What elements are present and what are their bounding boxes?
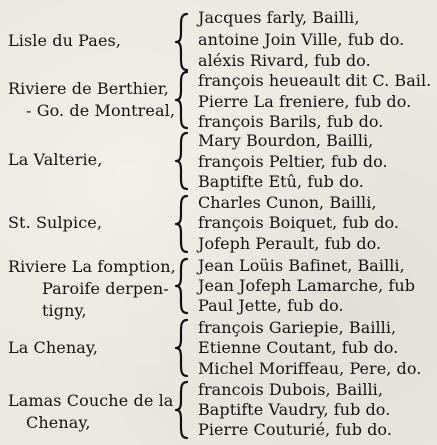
place-line: Lamas Couche de la bbox=[8, 391, 174, 410]
entry-line: Jean Loüis Bafinet, Bailli, bbox=[198, 256, 405, 275]
brace bbox=[175, 131, 189, 191]
brace bbox=[175, 380, 189, 440]
entry-line: françois Barils, fub do. bbox=[198, 112, 384, 131]
place-name bbox=[8, 256, 176, 322]
entry-line: Jacques farly, Bailli, bbox=[198, 8, 360, 27]
entry-line: Etienne Coutant, fub do. bbox=[198, 338, 399, 357]
place-line: Riviere La fomption, bbox=[8, 257, 176, 276]
place-name bbox=[8, 78, 175, 122]
place-name bbox=[8, 390, 173, 434]
place-line: Paroife derpen- bbox=[42, 279, 169, 298]
place-line: tigny, bbox=[42, 301, 87, 320]
place-line: Riviere de Berthier, bbox=[8, 79, 169, 98]
brace bbox=[175, 70, 189, 130]
entry-line: françois heueault dit C. Bail. bbox=[198, 71, 432, 90]
brace bbox=[175, 12, 189, 72]
entry-line: Baptifte Etû, fub do. bbox=[198, 172, 364, 191]
brace bbox=[175, 194, 189, 254]
entry-line: Jean Jofeph Lamarche, fub bbox=[198, 276, 416, 295]
entry-line: Jofeph Perault, fub do. bbox=[198, 234, 382, 253]
entry-line: Baptifte Vaudry, fub do. bbox=[198, 400, 391, 419]
place-line: St. Sulpice, bbox=[8, 213, 103, 232]
place-line: Lisle du Paes, bbox=[8, 31, 122, 50]
place-name bbox=[8, 337, 98, 359]
entry-line: françois Peltier, fub do. bbox=[198, 152, 388, 171]
place-line: - Go. de Montreal, bbox=[26, 101, 176, 120]
entry-line: Pierre La freniere, fub do. bbox=[198, 92, 412, 111]
place-name bbox=[8, 149, 102, 171]
entry-line: françois Gariepie, Bailli, bbox=[198, 318, 397, 337]
place-line: Chenay, bbox=[26, 413, 91, 432]
entry-line: francois Dubois, Bailli, bbox=[198, 380, 383, 399]
entry-line: antoine Join Ville, fub do. bbox=[198, 30, 405, 49]
place-name bbox=[8, 212, 102, 234]
place-name bbox=[8, 30, 121, 52]
place-line: La Chenay, bbox=[8, 338, 99, 357]
entry-line: Mary Bourdon, Bailli, bbox=[198, 131, 374, 150]
entry-line: Pierre Couturié, fub do. bbox=[198, 420, 392, 439]
entry-line: Charles Cunon, Bailli, bbox=[198, 193, 377, 212]
entry-line: Paul Jette, fub do. bbox=[198, 296, 344, 315]
brace bbox=[175, 257, 189, 315]
entry-line: françois Boiquet, fub do. bbox=[198, 213, 400, 232]
place-line: La Valterie, bbox=[8, 150, 103, 169]
brace bbox=[175, 318, 189, 378]
entry-line: aléxis Rivard, fub do. bbox=[198, 51, 371, 70]
entry-line: Michel Moriffeau, Pere, do. bbox=[198, 359, 422, 378]
